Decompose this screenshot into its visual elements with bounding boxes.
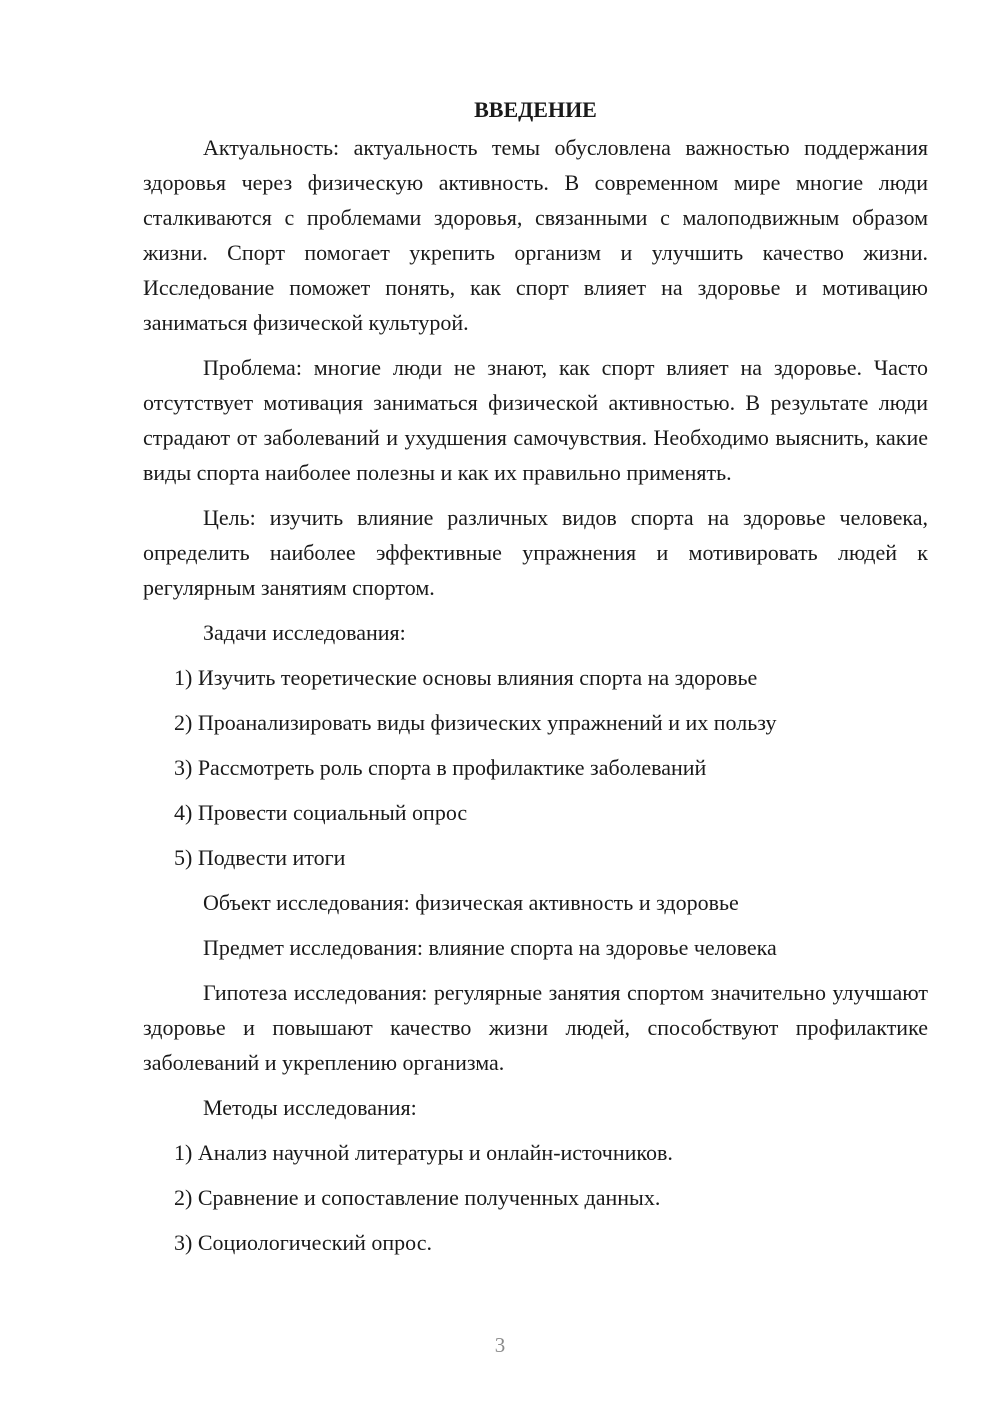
spacer xyxy=(143,830,928,840)
list-item: 1) Анализ научной литературы и онлайн-источников. xyxy=(174,1140,673,1165)
list-item: 3) Социологический опрос. xyxy=(174,1230,432,1255)
tasks-list xyxy=(143,660,928,875)
goal-paragraph: Цель: изучить влияние различных видов спорта на здоровье человека, определить наиболее эффективные упражнения и мотивировать людей к регулярным занятиям спортом. xyxy=(143,505,928,600)
relevance-paragraph: Актуальность: актуальность темы обусловлена важностью поддержания здоровья через физическую активность. В современном мире многие люди сталкиваются с проблемами здоровья, связанными с малоподвижным образом жизни. Спорт помогает укрепить организм и улучшить качество жизни. Исследование поможет понять, как спорт влияет на здоровье и мотивацию заниматься физической культурой. xyxy=(143,135,928,335)
spacer xyxy=(143,695,928,705)
spacer xyxy=(143,1125,928,1135)
spacer xyxy=(143,1170,928,1180)
object-line: Объект исследования: физическая активность и здоровье xyxy=(203,890,739,915)
list-item: 4) Провести социальный опрос xyxy=(174,800,468,825)
list-item: 2) Сравнение и сопоставление полученных данных. xyxy=(174,1185,661,1210)
page-content xyxy=(143,92,928,1260)
list-item: 2) Проанализировать виды физических упражнений и их пользу xyxy=(174,710,777,735)
hypothesis-paragraph: Гипотеза исследования: регулярные занятия спортом значительно улучшают здоровье и повышают качество жизни людей, способствуют профилактике заболеваний и укреплению организма. xyxy=(143,980,928,1075)
spacer xyxy=(143,740,928,750)
list-item: 3) Рассмотреть роль спорта в профилактике заболеваний xyxy=(174,755,707,780)
page-number: 3 xyxy=(494,1333,506,1357)
spacer xyxy=(143,875,928,885)
section-title: ВВЕДЕНИЕ xyxy=(474,97,597,122)
methods-list xyxy=(143,1135,928,1260)
tasks-heading: Задачи исследования: xyxy=(203,620,406,645)
list-item: 1) Изучить теоретические основы влияния спорта на здоровье xyxy=(174,665,758,690)
methods-heading: Методы исследования: xyxy=(203,1095,417,1120)
subject-line: Предмет исследования: влияние спорта на здоровье человека xyxy=(203,935,777,960)
problem-paragraph: Проблема: многие люди не знают, как спорт влияет на здоровье. Часто отсутствует мотивация заниматься физической активностью. В результате люди страдают от заболеваний и ухудшения самочувствия. Необходимо выяснить, какие виды спорта наиболее полезны и как их правильно применять. xyxy=(143,355,928,485)
spacer xyxy=(143,785,928,795)
list-item: 5) Подвести итоги xyxy=(174,845,346,870)
spacer xyxy=(143,1215,928,1225)
spacer xyxy=(143,965,928,975)
spacer xyxy=(143,920,928,930)
spacer xyxy=(143,650,928,660)
